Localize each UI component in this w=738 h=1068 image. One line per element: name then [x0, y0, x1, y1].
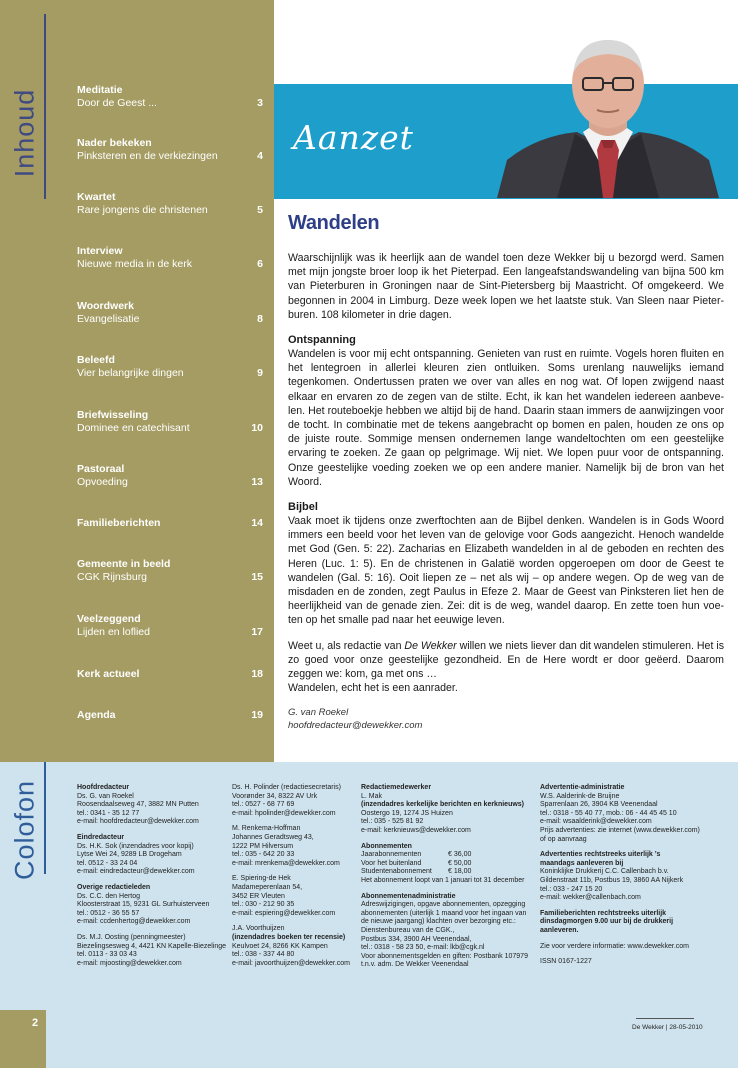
toc-item-subtitle: Nieuwe media in de kerk	[77, 258, 192, 270]
colofon-heading: Overige redactieleden	[77, 883, 151, 891]
article-paragraph: Wandelen is voor mij echt ontspanning. Genieten van rust en ruimte. Vogels horen fluiten en het lentegroen in allerlei kleuren zien ontluiken. Soms urenlang nauwelijks iemand tegenkomen. Ondertussen praten we over van alles en nog wat. Of lopen zwijgend naast elkaar en ervaren zo de zegen van de stilte. Echt, ik kan het wandelen iedereen aanbeve-len. Het routeboekje hebben we altijd bij de hand. Daarin staan immers de aanwijzingen voor de tocht. In combinatie met de tekens aangebracht op bomen en palen, houden ze ons op de juiste route. Sommige mensen ondernemen lange wandeltochten om een geestelijke ervaring te zoeken. Ze gaan op pelgrimage. Wij niet. We lopen puur voor de ontspanning. Onze geestelijke voeding zoeken we op een andere manier. Namelijk bij de bron van het Woord.	[288, 348, 724, 488]
colofon-block	[361, 893, 533, 970]
colofon-line: Dienstenbureau van de CGK.,	[361, 926, 455, 934]
colofon-line: tel.: 035 - 525 81 92	[361, 818, 424, 826]
toc-item-title: Veelzeggend	[77, 613, 141, 625]
toc-item-subtitle: Opvoeding	[77, 476, 128, 488]
colofon-heading: Abonnementen	[361, 842, 412, 850]
colofon-heading: Advertentie-administratie	[540, 784, 625, 791]
colofon-block	[232, 925, 360, 968]
colofon-line: tel.: 038 - 337 44 80	[232, 951, 295, 959]
toc-item-page: 3	[257, 97, 263, 109]
colofon-email[interactable]: e-mail: espiering@dewekker.com	[232, 909, 336, 917]
colofon-line: tel. 0113 - 33 03 43	[77, 951, 137, 959]
colofon-line: Voor abonnementsgelden en giften: Postbank 107979	[361, 952, 528, 960]
article-title: Wandelen	[288, 212, 380, 234]
toc-item-title: Familieberichten	[77, 517, 161, 529]
colofon-divider	[44, 762, 46, 874]
colofon-line: 3452 ER Vleuten	[232, 892, 285, 900]
toc-item-subtitle: Dominee en catechisant	[77, 422, 190, 434]
toc-item-familieberichten[interactable]	[77, 517, 263, 530]
colofon-line: Ds. H. Polinder (redactiesecretaris)	[232, 784, 341, 791]
colofon-line: tel.: 0512 - 36 55 57	[77, 909, 140, 917]
inhoud-label-text: Inhoud	[9, 88, 40, 178]
colofon-email[interactable]: e-mail: kerknieuws@dewekker.com	[361, 826, 471, 834]
colofon-line: M. Renkema-Hoffman	[232, 825, 301, 833]
colofon-block	[540, 910, 728, 936]
toc-item-subtitle: Door de Geest ...	[77, 97, 157, 109]
colofon-line: tel.: 0527 - 68 77 69	[232, 801, 295, 809]
inhoud-label	[8, 78, 42, 188]
toc-item-kerk-actueel[interactable]	[77, 668, 263, 681]
website-link[interactable]: Zie voor verdere informatie: www.dewekker.com	[540, 942, 689, 950]
price-row	[361, 860, 533, 869]
colofon-line: (inzendadres boeken ter recensie)	[232, 933, 346, 941]
author-portrait-illustration	[497, 28, 719, 198]
toc-item-page: 19	[251, 709, 263, 721]
colofon-email[interactable]: e-mail: eindredacteur@dewekker.com	[77, 868, 195, 876]
colofon-line: 1222 PM Hilversum	[232, 842, 294, 850]
colofon-line: Biezelingsesweg 4, 4421 KN Kapelle-Biezelinge	[77, 942, 227, 950]
colofon-block	[232, 784, 360, 818]
colofon-email[interactable]: e-mail: ccdenhertog@dewekker.com	[77, 918, 191, 926]
toc-item-subtitle: Pinksteren en de verkiezingen	[77, 150, 218, 162]
toc-item-title: Woordwerk	[77, 300, 134, 312]
colofon-block	[77, 884, 227, 927]
author-signature	[288, 707, 724, 732]
price-label: Jaarabonnementen	[361, 851, 422, 859]
colofon-line: Madameperenlaan 54,	[232, 883, 303, 891]
toc-item-page: 15	[251, 571, 263, 583]
colofon-block	[77, 784, 227, 827]
header-divider	[274, 198, 738, 199]
toc-item-title: Agenda	[77, 709, 116, 721]
colofon-line: Ds. H.K. Sok (inzendadres voor kopij)	[77, 842, 194, 850]
toc-item-page: 14	[251, 517, 263, 529]
article-paragraph: Waarschijnlijk was ik heerlijk aan de wandel toen deze Wekker bij u bezorgd werd. Samen met mijn jongste broer loop ik het Pieterpad. Een langeafstandswandeling van bijna 500 km van Pieterburen in Groningen naar de Sint-Pietersberg bij Maastricht. Of omgekeerd. We begonnen in 2004 in Limburg. Deze week lopen we het laatste stuk. Van Sleen naar Pieter-buren. 108 kilometer in drie dagen.	[288, 252, 724, 321]
author-portrait	[497, 28, 719, 198]
colofon-block	[540, 851, 728, 903]
colofon-label	[8, 770, 42, 890]
colofon-block	[540, 784, 728, 844]
toc-item-meditatie[interactable]	[77, 84, 263, 110]
colofon-block	[77, 934, 227, 968]
colofon-line: abonnementen (uiterlijk 1 maand voor het ingaan van	[361, 909, 527, 917]
toc-item-briefwisseling[interactable]	[77, 409, 263, 435]
toc-item-interview[interactable]	[77, 245, 263, 271]
inhoud-divider	[44, 14, 46, 199]
article-subheading: Ontspanning	[288, 334, 356, 347]
colofon-line: tel. 0512 - 33 24 04	[77, 859, 138, 867]
toc-item-title: Briefwisseling	[77, 409, 149, 421]
colofon-line: Prijs advertenties: zie internet (www.dewekker.com)	[540, 826, 700, 834]
colofon-heading: Eindredacteur	[77, 833, 125, 841]
toc-item-title: Beleefd	[77, 354, 115, 366]
toc-item-title: Interview	[77, 245, 123, 257]
issn-number: ISSN 0167-1227	[540, 958, 592, 966]
colofon-line: Adreswijzigingen, opgave abonnementen, opzegging	[361, 901, 526, 909]
publication-name: De Wekker	[404, 639, 457, 652]
price-row	[361, 868, 533, 877]
colofon-line: (inzendadres kerkelijke berichten en kerknieuws)	[361, 801, 525, 809]
colofon-email[interactable]: e-mail: wekker@callenbach.com	[540, 894, 641, 902]
colofon-line: W.S. Aalderink-de Bruijne	[540, 792, 620, 800]
colofon-line: tel.: 033 - 247 15 20	[540, 885, 603, 893]
toc-item-woordwerk[interactable]	[77, 300, 263, 326]
page-number: 2	[32, 1017, 39, 1029]
colofon-line: Oostergo 19, 1274 JS Huizen	[361, 809, 453, 817]
colofon-block	[232, 875, 360, 918]
toc-item-subtitle: Vier belangrijke dingen	[77, 367, 184, 379]
toc-item-subtitle: Lijden en loflied	[77, 626, 150, 638]
closing-text: Weet u, als redactie van	[288, 639, 405, 652]
colofon-line: tel.: 0318 - 55 40 77, mob.: 06 - 44 45 45 10	[540, 809, 677, 817]
colofon-line: Ds. M.J. Oosting (penningmeester)	[77, 933, 186, 941]
colofon-line: J.A. Voorthuijzen	[232, 925, 285, 933]
toc-item-page: 18	[251, 668, 263, 680]
toc-item-title: Nader bekeken	[77, 137, 152, 149]
colofon-line: Johannes Geradtsweg 43,	[232, 833, 314, 841]
price-row	[361, 851, 533, 860]
price-label: Voor het buitenland	[361, 859, 422, 867]
toc-item-title: Kwartet	[77, 191, 116, 203]
toc-item-title: Meditatie	[77, 84, 123, 96]
page-number-tab	[0, 1010, 46, 1068]
price-value: € 50,00	[448, 859, 472, 867]
toc-item-subtitle: CGK Rijnsburg	[77, 571, 148, 583]
colofon-email[interactable]: e-mail: hoofdredacteur@dewekker.com	[77, 818, 199, 826]
price-value: € 36,00	[448, 851, 472, 859]
footer-credit: De Wekker | 28-05-2010	[632, 1024, 703, 1031]
colofon-heading: Redactiemedewerker	[361, 784, 432, 791]
toc-item-agenda[interactable]	[77, 709, 263, 722]
toc-item-kwartet[interactable]	[77, 191, 263, 217]
colofon-block	[540, 943, 728, 952]
colofon-line: Postbus 334, 3900 AH Veenendaal,	[361, 935, 472, 943]
colofon-line: Het abonnement loopt van 1 januari tot 31 december	[361, 876, 525, 884]
colofon-column-1	[77, 784, 227, 975]
colofon-column-2	[232, 784, 360, 975]
price-label: Studentenabonnement	[361, 868, 432, 876]
colofon-line: Koninklijke Drukkerij C.C. Callenbach b.v.	[540, 868, 669, 876]
colofon-line: E. Spiering-de Hek	[232, 875, 291, 883]
colofon-line: Voorønder 34, 8322 AV Urk	[232, 792, 318, 800]
toc-item-page: 5	[257, 204, 263, 216]
article-closing-line: Wandelen, echt het is een aanrader.	[288, 682, 458, 695]
toc-item-page: 6	[257, 258, 263, 270]
toc-item-subtitle: Rare jongens die christenen	[77, 204, 208, 216]
section-title: Aanzet	[293, 118, 414, 157]
colofon-heading: Advertenties rechtstreeks uiterlijk ’s maandags aanleveren bij	[540, 851, 661, 867]
colofon-line: Ds. G. van Roekel	[77, 792, 134, 800]
colofon-label-text: Colofon	[9, 779, 40, 881]
colofon-line: Kloosterstraat 15, 9231 GL Surhuisterveen	[77, 901, 210, 909]
closing-text: willen we niets liever dan dit wandelen stimuleren. Het is zo goed voor onze geestelijke gezondheid. En de Here wordt er door geëerd. Daarom zeggen we: kom, ga met ons …	[288, 639, 724, 681]
toc-item-beleefd[interactable]	[77, 354, 263, 380]
toc-item-pastoraal[interactable]	[77, 463, 263, 489]
colofon-line: Roosendaalseweg 47, 3882 MN Putten	[77, 801, 199, 809]
colofon-heading: Abonnementenadministratie	[361, 892, 456, 900]
toc-item-nader-bekeken[interactable]	[77, 137, 263, 163]
toc-item-page: 4	[257, 150, 263, 162]
colofon-line: Ds. C.C. den Hertog	[77, 892, 141, 900]
colofon-line: tel.: 0341 - 35 12 77	[77, 809, 140, 817]
colofon-line: Sparrenlaan 26, 3904 KB Veenendaal	[540, 801, 658, 809]
toc-item-page: 9	[257, 367, 263, 379]
price-value: € 18,00	[448, 868, 472, 876]
colofon-heading: Familieberichten rechtstreeks uiterlijk dinsdagmorgen 9.00 uur bij de drukkerij aanleveren.	[540, 909, 674, 934]
colofon-line: L. Mak	[361, 792, 383, 800]
toc-item-page: 13	[251, 476, 263, 488]
colofon-line: de nieuwe jaargang) klachten over bezorging etc.:	[361, 918, 516, 926]
colofon-line: tel.: 030 - 212 90 35	[232, 901, 295, 909]
article	[288, 210, 724, 732]
colofon-line: Lytse Wei 24, 9289 LB Drogeham	[77, 851, 182, 859]
colofon-block	[361, 784, 533, 836]
colofon-email[interactable]: e-mail: mrenkema@dewekker.com	[232, 859, 340, 867]
colofon-email[interactable]: e-mail: wsaalderink@dewekker.com	[540, 818, 652, 826]
toc-item-title: Pastoraal	[77, 463, 125, 475]
toc-item-page: 17	[251, 626, 263, 638]
colofon-line: Gildenstraat 11b, Postbus 19, 3860 AA Nijkerk	[540, 876, 684, 884]
colofon-heading: Hoofdredacteur	[77, 784, 130, 791]
colofon-line: t.n.v. adm. De Wekker Veenendaal	[361, 961, 469, 969]
colofon-column-4	[540, 784, 728, 974]
toc-item-veelzeggend[interactable]	[77, 613, 263, 639]
toc-item-subtitle: Evangelisatie	[77, 313, 140, 325]
colofon-block	[361, 843, 533, 886]
article-paragraph: Vaak moet ik tijdens onze zwerftochten aan de Bijbel denken. Wandelen is in Gods Woord immers een beeld voor het leven van de gelovige voor Gods aangezicht. Henoch wandelde met God (Gen. 5: 22). Zacharias en Elizabeth wandelden in al de geboden en rechten des Heren (Luc. 1: 5). En de christenen in Galatië worden opgeroepen om door de Geest te wandelen (Gal. 5: 16). Ooit liepen ze – net als wij – op andere wegen. Op de weg van de misdaden en de zonden, zegt Paulus in Efeze 2. Maar de Geest van Pinksteren liet hen de heerlijkheid van de genade zien. Zei: dit is de weg, wandel daarop. En zette toen hun voe-ten op het smalle pad naar het eeuwige leven.	[288, 515, 724, 627]
colofon-line: tel.: 0318 - 58 23 50, e-mail: lkb@cgk.nl	[361, 944, 485, 952]
toc-item-gemeente-in-beeld[interactable]	[77, 558, 263, 584]
colofon-line: Keulvoet 24, 8266 KK Kampen	[232, 942, 328, 950]
toc-item-page: 10	[251, 422, 263, 434]
colofon-email[interactable]: e-mail: hpolinder@dewekker.com	[232, 809, 336, 817]
colofon-email[interactable]: e-mail: javoorthuijzen@dewekker.com	[232, 959, 350, 967]
colofon-block	[540, 958, 728, 967]
colofon-block	[232, 825, 360, 868]
toc-item-title: Kerk actueel	[77, 668, 140, 680]
colofon-block	[77, 834, 227, 877]
colofon-column-3	[361, 784, 533, 977]
footer-divider	[636, 1018, 694, 1019]
author-email[interactable]: hoofdredacteur@dewekker.com	[288, 719, 423, 731]
colofon-email[interactable]: e-mail: mjoosting@dewekker.com	[77, 959, 182, 967]
article-subheading: Bijbel	[288, 501, 318, 514]
colofon-line: tel.: 035 - 642 20 33	[232, 851, 295, 859]
colofon-line: of op aanvraag	[540, 835, 587, 843]
toc-item-title: Gemeente in beeld	[77, 558, 171, 570]
article-closing-paragraph	[288, 639, 724, 682]
author-name: G. van Roekel	[288, 707, 349, 719]
toc-item-page: 8	[257, 313, 263, 325]
